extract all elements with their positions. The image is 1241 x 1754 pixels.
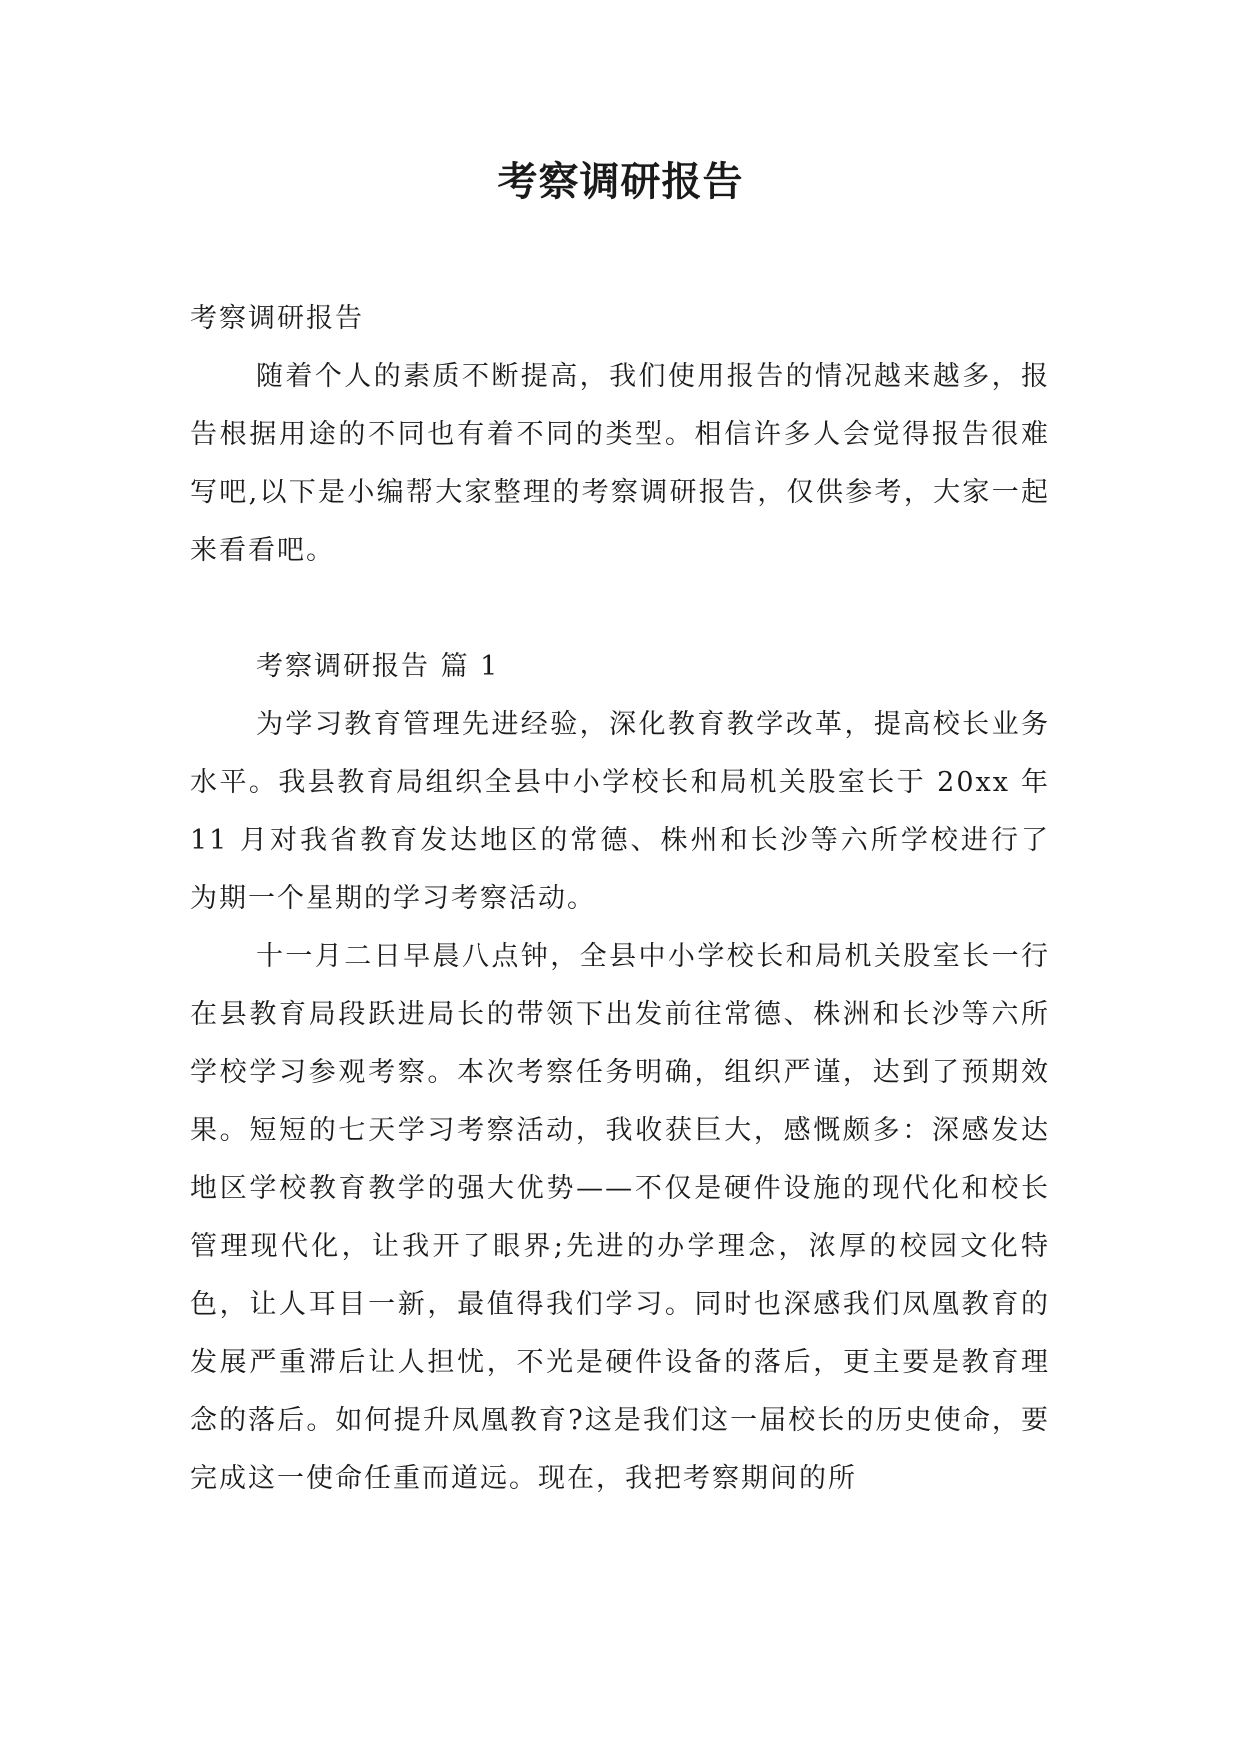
document-body — [190, 290, 1050, 1508]
intro-paragraph: 随着个人的素质不断提高，我们使用报告的情况越来越多，报告根据用途的不同也有着不同的类型。相信许多人会觉得报告很难写吧,以下是小编帮大家整理的考察调研报告，仅供参考，大家一起来看看吧。 — [190, 361, 1050, 566]
document-subtitle: 考察调研报告 — [190, 303, 364, 334]
body-paragraph: 十一月二日早晨八点钟，全县中小学校长和局机关股室长一行在县教育局段跃进局长的带领下出发前往常德、株洲和长沙等六所学校学习参观考察。本次考察任务明确，组织严谨，达到了预期效果。短短的七天学习考察活动，我收获巨大，感慨颇多：深感发达地区学校教育教学的强大优势——不仅是硬件设施的现代化和校长管理现代化，让我开了眼界;先进的办学理念，浓厚的校园文化特色，让人耳目一新，最值得我们学习。同时也深感我们凤凰教育的发展严重滞后让人担忧，不光是硬件设备的落后，更主要是教育理念的落后。如何提升凤凰教育?这是我们这一届校长的历史使命，要完成这一使命任重而道远。现在，我把考察期间的所 — [190, 941, 1050, 1494]
section-heading: 考察调研报告 篇 1 — [256, 651, 500, 682]
page-title: 考察调研报告 — [497, 158, 744, 205]
body-paragraph: 为学习教育管理先进经验，深化教育教学改革，提高校长业务水平。我县教育局组织全县中小学校长和局机关股室长于 20xx 年 11 月对我省教育发达地区的常德、株州和长沙等六所学校进行了为期一个星期的学习考察活动。 — [190, 709, 1050, 914]
paragraph-spacer — [190, 580, 1050, 638]
